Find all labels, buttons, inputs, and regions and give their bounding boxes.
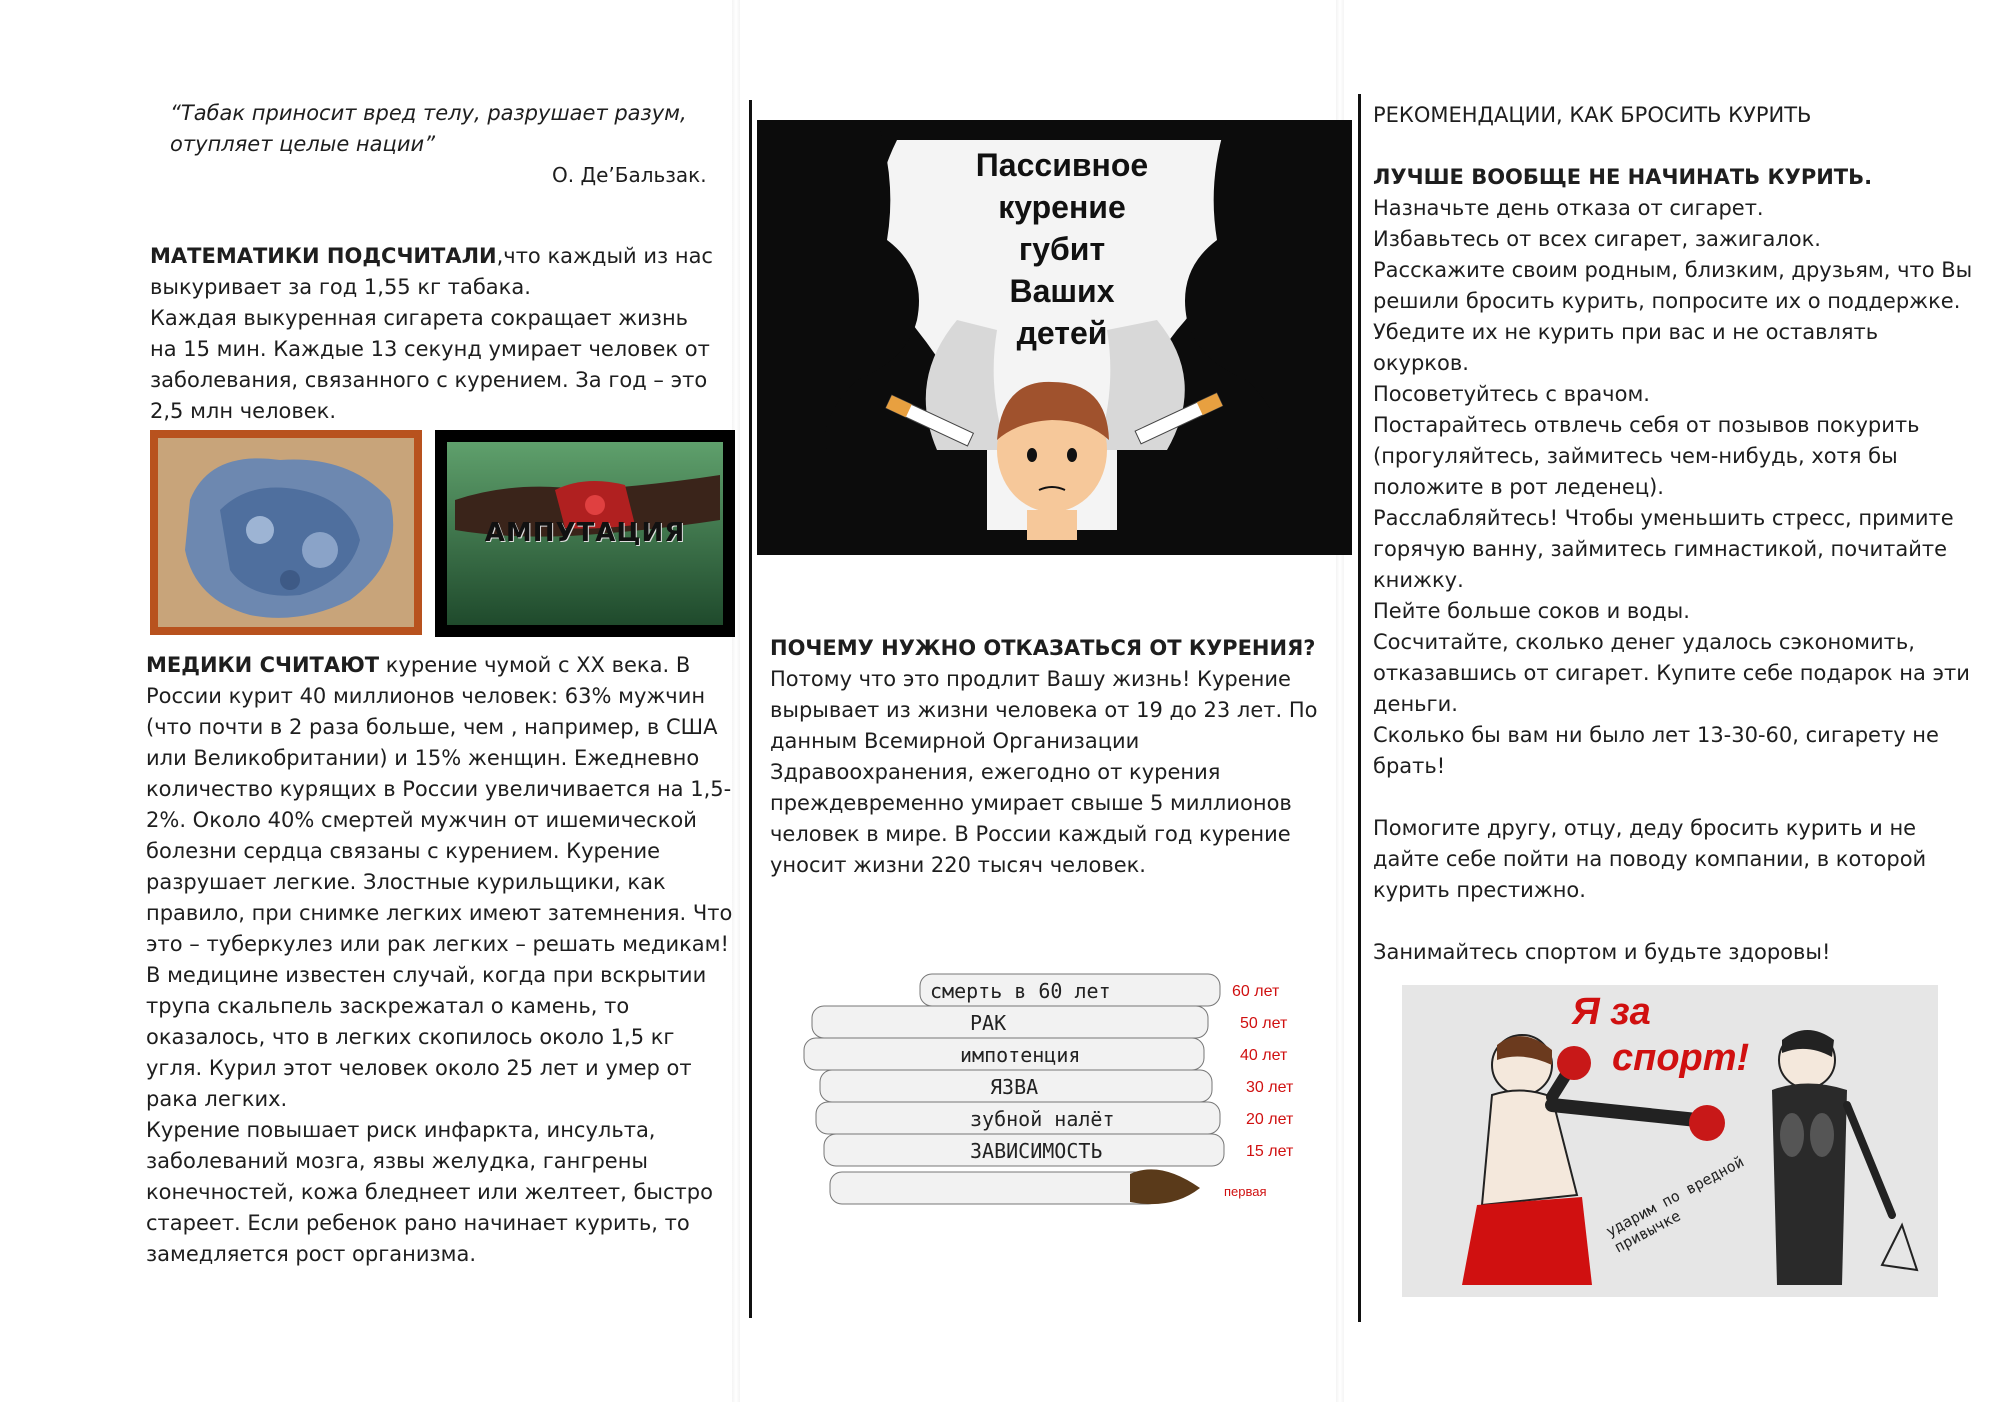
quote-text: “Табак приносит вред телу, разрушает разум, отупляет целые нации”	[170, 101, 687, 156]
stone-lung-illustration	[150, 430, 422, 635]
math-section	[150, 241, 720, 427]
amputation-label: АМПУТАЦИЯ	[484, 518, 686, 548]
cigarette-6	[830, 1169, 1267, 1204]
cigarette-age-4: 20 лет	[1246, 1111, 1294, 1128]
cigarette-2	[804, 1038, 1288, 1070]
sport-text: Занимайтесь спортом и будьте здоровы!	[1373, 940, 1831, 964]
cigarette-label-1: РАК	[970, 1011, 1007, 1035]
column-divider-left	[749, 100, 752, 1318]
cigarette-label-3: ЯЗВА	[990, 1075, 1039, 1099]
poster-line-1: Пассивное	[975, 147, 1149, 183]
tip-item: Постарайтесь отвлечь себя от позывов покурить (прогуляйтесь, займитесь чем-нибудь, хотя бы положите в рот леденец).	[1373, 413, 1920, 499]
cigarette-label-2: импотенция	[960, 1043, 1081, 1067]
passive-smoking-poster	[757, 120, 1352, 555]
cigarette-5	[824, 1134, 1294, 1166]
poster-line-4: Ваших	[1009, 273, 1115, 309]
tip-item: Посоветуйтесь с врачом.	[1373, 382, 1650, 406]
tip-item: Пейте больше соков и воды.	[1373, 599, 1690, 623]
sport-poster	[1402, 985, 1938, 1297]
math-paragraph-2: Каждая выкуренная сигарета сокращает жизнь на 15 мин. Каждые 13 секунд умирает человек от заболевания, связанного с курением. За год – это 2,5 млн человек.	[150, 306, 710, 423]
tip-item: Избавьтесь от всех сигарет, зажигалок.	[1373, 227, 1821, 251]
sport-poster-caption: ударим по вредной привычке	[1602, 1152, 1747, 1257]
recommendations-subheading: ЛУЧШЕ ВООБЩЕ НЕ НАЧИНАТЬ КУРИТЬ.	[1373, 165, 1873, 189]
poster-line-3: губит	[1018, 231, 1106, 267]
cigarette-age-2: 40 лет	[1240, 1047, 1288, 1064]
cigarette-age-1: 50 лет	[1240, 1015, 1288, 1032]
cigarette-stages-svg	[800, 960, 1320, 1240]
cigarette-age-6: первая	[1224, 1184, 1267, 1199]
cigarette-age-3: 30 лет	[1246, 1079, 1294, 1096]
tip-item: Расслабляйтесь! Чтобы уменьшить стресс, примите горячую ванну, займитесь гимнастикой, почитайте книжку.	[1373, 506, 1954, 592]
cigarette-label-5: ЗАВИСИМОСТЬ	[970, 1139, 1103, 1163]
why-heading: ПОЧЕМУ НУЖНО ОТКАЗАТЬСЯ ОТ КУРЕНИЯ?	[770, 636, 1316, 660]
poster-title	[897, 144, 1227, 354]
cigarette-stages-diagram	[800, 960, 1320, 1240]
cigarette-1	[812, 1006, 1288, 1038]
tip-item: Сосчитайте, сколько денег удалось сэкономить, отказавшись от сигарет. Купите себе подарок на эти деньги.	[1373, 630, 1970, 716]
medical-text: курение чумой с XX века. В России курит 40 миллионов человек: 63% мужчин (что почти в 2 раза больше, чем , например, в США или Великобритании) и 15% женщин. Ежедневно количество курящих в России увеличивается на 1,5-2%. Около 40% смертей мужчин от ишемической болезни сердца связаны с курением. Курение разрушает легкие. Злостные курильщики, как правило, при снимке легких имеют затемнения. Что это – туберкулез или рак легких – решать медикам! В медицине известен случай, когда при вскрытии трупа скальпель заскрежатал о камень, то оказалось, что в легких скопилось около 1,5 кг угля. Курил этот человек около 25 лет и умер от рака легких.	[146, 653, 733, 1111]
cigarette-4	[816, 1102, 1294, 1134]
tip-item: Сколько бы вам ни было лет 13-30-60, сигарету не брать!	[1373, 723, 1939, 778]
help-text: Помогите другу, отцу, деду бросить курить и не дайте себе пойти на поводу компании, в которой курить престижно.	[1373, 816, 1927, 902]
cigarette-label-0: смерть в 60 лет	[930, 979, 1111, 1003]
math-text: ,что каждый из нас выкуривает за год 1,55 кг табака.	[150, 244, 713, 299]
poster-line-2: курение	[998, 189, 1126, 225]
tip-item: Расскажите своим родным, близким, друзьям, что Вы решили бросить курить, попросите их о поддержке. Убедите их не курить при вас и не оставлять окурков.	[1373, 258, 1973, 375]
column-divider-right	[1358, 94, 1361, 1322]
cigarette-0	[920, 974, 1280, 1006]
tip-item: Назначьте день отказа от сигарет.	[1373, 196, 1764, 220]
cigarette-label-4: зубной налёт	[970, 1107, 1115, 1131]
cigarette-age-5: 15 лет	[1246, 1143, 1294, 1160]
medical-paragraph-2: Курение повышает риск инфаркта, инсульта, заболеваний мозга, язвы желудка, гангрены конечностей, кожа бледнеет или желтеет, быстро стареет. Если ребенок рано начинает курить, то замедляется рост организма.	[146, 1118, 713, 1266]
cigarette-age-0: 60 лет	[1232, 983, 1280, 1000]
amputation-photo	[435, 430, 735, 637]
why-section	[770, 633, 1350, 881]
sport-poster-title-line-1: Я за	[1572, 991, 1651, 1033]
sport-poster-title-line-2: спорт!	[1612, 1037, 1750, 1079]
recommendations-section	[1373, 162, 1978, 968]
medical-heading: МЕДИКИ СЧИТАЮТ	[146, 653, 380, 677]
medical-section	[146, 650, 736, 1270]
quote-author: О. Де’Бальзак.	[552, 163, 707, 187]
math-heading: МАТЕМАТИКИ ПОДСЧИТАЛИ	[150, 244, 497, 268]
why-text: Потому что это продлит Вашу жизнь! Курение вырывает из жизни человека от 19 до 23 лет. По данным Всемирной Организации Здравоохранения, ежегодно от курения преждевременно умирает свыше 5 миллионов человек в мире. В России каждый год курение уносит жизни 220 тысяч человек.	[770, 667, 1318, 877]
poster-line-5: детей	[1016, 315, 1108, 351]
stone-lung-photo	[150, 430, 422, 635]
recommendations-heading: РЕКОМЕНДАЦИИ, КАК БРОСИТЬ КУРИТЬ	[1373, 103, 1812, 127]
sport-poster-title	[1572, 989, 1812, 1081]
cigarette-3	[820, 1070, 1294, 1102]
